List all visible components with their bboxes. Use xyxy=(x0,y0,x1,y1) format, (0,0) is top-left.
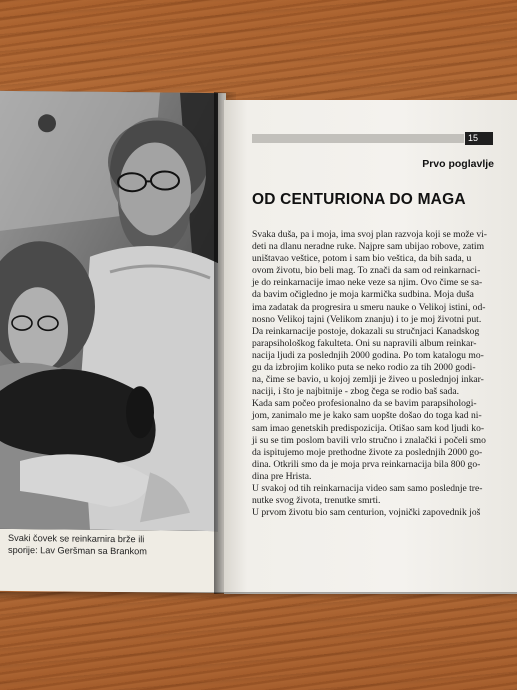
black-white-photo xyxy=(0,91,218,531)
text-line: da ispitujemo moje prethodne živote za poslednjih 2000 go- xyxy=(252,446,483,458)
page-number: 15 xyxy=(465,132,493,145)
photo-illustration xyxy=(0,91,218,531)
text-line: Kada sam počeo profesionalno da se bavim parapsihologi- xyxy=(252,398,477,410)
body-text xyxy=(252,229,498,519)
text-line: ji su se tim poslom bavili vrlo stručno i znalački i počeli smo xyxy=(252,434,486,446)
text-line: dina. Otkrili smo da je moja prva reinkarnacija bila 800 go- xyxy=(252,458,481,470)
text-line: uništavao veštice, potom i sam bio veštica, da bih sada, u xyxy=(252,253,472,265)
text-line: na, čime se bavio, u kojoj zemlji je živeo u poslednjoj inkar- xyxy=(252,374,484,386)
text-line: nacija ljudi za poslednjih 2000 godina. Po tom katalogu mo- xyxy=(252,349,484,361)
text-line: sam imao genetskih predispozicija. Otišao sam kod ljudi ko- xyxy=(252,422,485,434)
text-line: da bavim očigledno je moja karmička sudbina. Moja duša xyxy=(252,289,474,301)
text-line: Da reinkarnacije postoje, dokazali su stručnjaci Kanadskog xyxy=(252,325,480,337)
text-line: je do reinkarnacije imao neke veze sa njim. Ovo čime se sa- xyxy=(252,277,483,289)
right-page xyxy=(224,100,517,594)
text-line: nutke svog života, trenutke smrti. xyxy=(252,495,381,507)
chapter-label: Prvo poglavlje xyxy=(422,158,494,170)
text-line: ima zadatak da progresira u smeru nauke o Velikoj istini, od- xyxy=(252,301,486,313)
header-bar xyxy=(252,134,464,143)
text-line: nosno Velikoj tajni (Velikom znanju) i to je moj životni put. xyxy=(252,313,482,325)
chapter-title: OD CENTURIONA DO MAGA xyxy=(252,191,466,208)
text-line: U svakoj od tih reinkarnacija video sam samo poslednje tre- xyxy=(252,482,483,494)
text-line: deti na dlanu neradne ruke. Najpre sam ubijao robove, zatim xyxy=(252,241,485,253)
left-page xyxy=(0,91,226,593)
text-line: ovom životu, bio beli mag. To znači da sam od reinkarnaci- xyxy=(252,265,481,277)
book-bottom-shadow xyxy=(0,592,517,600)
text-line: parapsihološkog fakulteta. Oni su napravili album reinkar- xyxy=(252,337,477,349)
caption-line-1: Svaki čovek se reinkarnira brže ili xyxy=(8,532,145,545)
caption-line-2: sporije: Lav Geršman sa Brankom xyxy=(8,544,147,557)
photo-caption xyxy=(8,532,218,558)
text-line: jom, zanimalo me je kako sam uopšte došao do toga kad ni- xyxy=(252,410,482,422)
open-book xyxy=(0,92,517,600)
text-line: gu da izbrojim koliko puta se neko rodio za tih 2000 godi- xyxy=(252,362,476,374)
text-line: U prvom životu bio sam centurion, vojnički zapovednik još xyxy=(252,507,481,519)
text-line: Svaka duša, pa i moja, ima svoj plan razvoja koji se može vi- xyxy=(252,229,487,240)
text-line: dina pre Hrista. xyxy=(252,470,312,482)
text-line: naciji, i što je najbitnije - zbog čega se rodio baš sada. xyxy=(252,386,460,398)
